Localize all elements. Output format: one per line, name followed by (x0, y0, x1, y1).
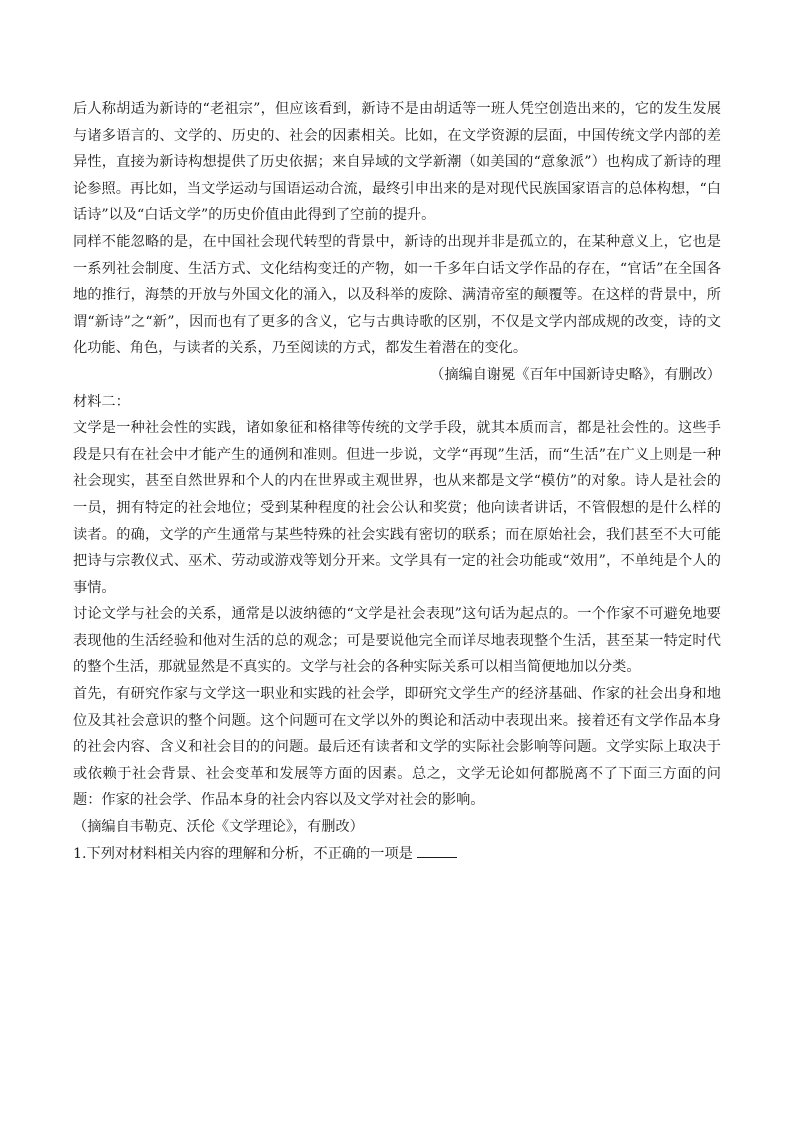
paragraph-literature-society-relation: 讨论文学与社会的关系，通常是以波纳德的“文学是社会表现”这句话为起点的。一个作家不可避免地要表现他的生活经验和他对生活的总的观念；可是要说他完全而详尽地表现整个生活，甚至某一特定时代的整个生活，那就显然是不真实的。文学与社会的各种实际关系可以相当简便地加以分类。 (73, 606, 721, 676)
paragraph-social-transformation: 同样不能忽略的是，在中国社会现代转型的背景中，新诗的出现并非是孤立的，在某种意义上，它也是一系列社会制度、生活方式、文化结构变迁的产物，如一千多年白话文学作品的存在，“官话”在全国各地的推行，海禁的开放与外国文化的涌入，以及科举的废除、满清帝室的颠覆等。在这样的背景中，所谓“新诗”之“新”，因而也有了更多的含义，它与古典诗歌的区别，不仅是文学内部成规的改变，诗的文化功能、角色，与读者的关系，乃至阅读的方式，都发生着潜在的变化。 (73, 233, 721, 357)
paragraph-literature-social-practice: 文学是一种社会性的实践，诸如象征和格律等传统的文学手段，就其本质而言，都是社会性的。这些手段是只有在社会中才能产生的通例和准则。但进一步说，文学“再现”生活，而“生活”在广义上则是一种社会现实，甚至自然世界和个人的内在世界或主观世界，也从来都是文学“模仿”的对象。诗人是社会的一员，拥有特定的社会地位；受到某种程度的社会公认和奖赏；他向读者讲话，不管假想的是什么样的读者。的确，文学的产生通常与某些特殊的社会实践有密切的联系；而在原始社会，我们甚至不大可能把诗与宗教仪式、巫术、劳动或游戏等划分开来。文学具有一定的社会功能或“效用”，不单纯是个人的事情。 (73, 420, 721, 596)
material-two-label: 材料二： (73, 393, 130, 410)
answer-blank[interactable] (417, 843, 457, 858)
paragraph-three-problems: 首先，有研究作家与文学这一职业和实践的社会学，即研究文学生产的经济基础、作家的社会出身和地位及其社会意识的整个问题。这个问题可在文学以外的舆论和活动中表现出来。接着还有文学作品本身的社会内容、含义和社会目的的问题。最后还有读者和文学的实际社会影响等问题。文学实际上取决于或依赖于社会背景、社会变革和发展等方面的因素。总之，文学无论如何都脱离不了下面三方面的问题：作家的社会学、作品本身的社会内容以及文学对社会的影响。 (73, 686, 721, 809)
question-one (73, 841, 721, 868)
question-text: 1.下列对材料相关内容的理解和分析，不正确的一项是 (73, 845, 413, 862)
source-citation-b: （摘编自韦勒克、沃伦《文学理论》，有删改） (73, 819, 364, 836)
paragraph-new-poetry-origins: 后人称胡适为新诗的“老祖宗”，但应该看到，新诗不是由胡适等一班人凭空创造出来的，它的发生发展与诸多语言的、文学的、历史的、社会的因素相关。比如，在文学资源的层面，中国传统文学内部的差异性，直接为新诗构想提供了历史依据；来自异域的文学新潮（如美国的“意象派”）也构成了新诗的理论参照。再比如，当文学运动与国语运动合流，最终引申出来的是对现代民族国家语言的总体构想，“白话诗”以及“白话文学”的历史价值由此得到了空前的提升。 (73, 101, 721, 224)
document-page (73, 96, 721, 867)
source-citation-a: （摘编自谢冕《百年中国新诗史略》，有删改） (430, 366, 721, 383)
